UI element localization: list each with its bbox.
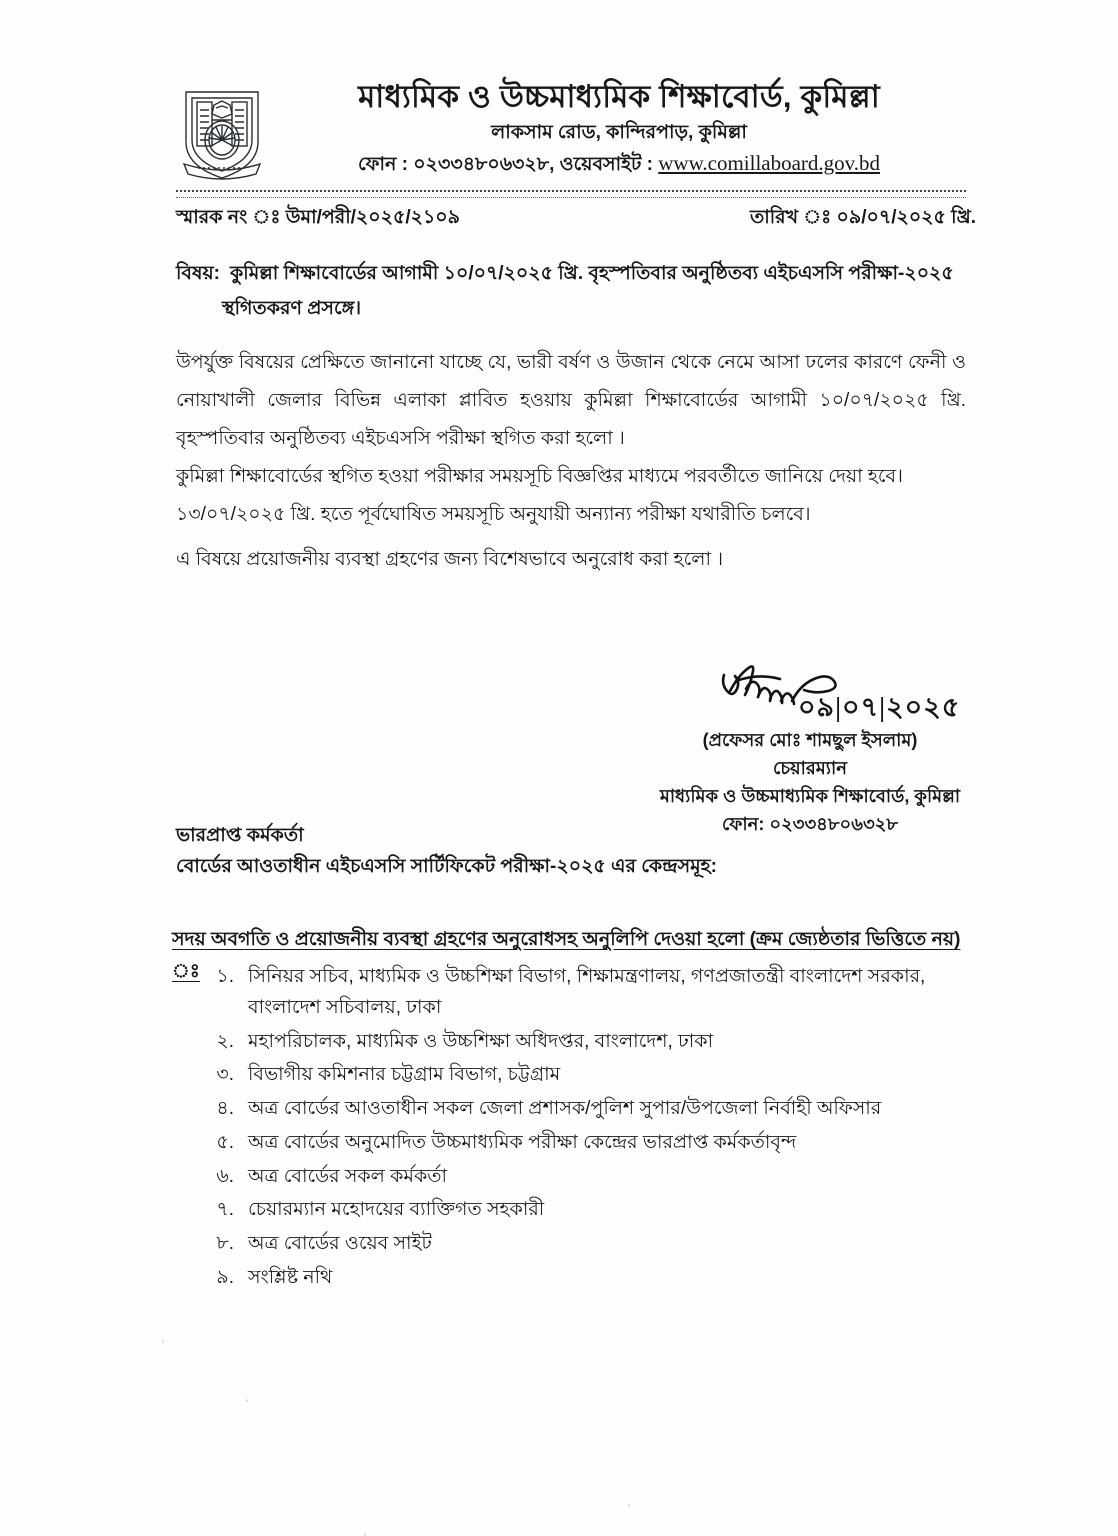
cc-item-number: ৬. — [216, 1165, 234, 1187]
memo-row — [176, 203, 976, 235]
list-item — [190, 1195, 980, 1226]
cc-list — [190, 962, 980, 1297]
cc-item-text: অত্র বোর্ডের সকল কর্মকর্তা — [248, 1165, 448, 1187]
cc-item-number: ২. — [216, 1030, 234, 1052]
cc-item-text: মহাপরিচালক, মাধ্যমিক ও উচ্চশিক্ষা অধিদপ্তর, বাংলাদেশ, ঢাকা — [248, 1030, 714, 1052]
website-link[interactable]: www.comillaboard.gov.bd — [658, 150, 881, 175]
subject-line-1: কুমিল্লা শিক্ষাবোর্ডের আগামী ১০/০৭/২০২৫ খ্রি. বৃহস্পতিবার অনুষ্ঠিতব্য এইচএসসি পরীক্ষা-২০২৫ — [230, 263, 954, 284]
signatory-phone: ফোন: ০২৩৩৪৮০৬৩২৮ — [721, 813, 899, 834]
list-item — [190, 1229, 980, 1260]
header-divider — [176, 190, 966, 198]
recipient-line-1: ভারপ্রাপ্ত কর্মকর্তা — [176, 825, 304, 846]
cc-item-text: সংশ্লিষ্ট নথি — [248, 1266, 333, 1288]
cc-heading: সদয় অবগতি ও প্রয়োজনীয় ব্যবস্থা গ্রহণের অনুরোধসহ অনুলিপি দেওয়া হলো (ক্রম জ্যেষ্ঠতার ভিত্তিতে নয়) ঃ — [172, 929, 961, 982]
signatory-designation: চেয়ারম্যান — [773, 757, 847, 778]
scan-speck — [246, 1399, 248, 1402]
cc-item-number: ৫. — [216, 1131, 234, 1153]
list-item — [190, 1162, 980, 1193]
recipient-block — [176, 820, 966, 883]
signature-area — [630, 665, 990, 727]
memo-number: স্মারক নং ঃ উমা/পরী/২০২৫/২১০৯ — [176, 207, 460, 228]
list-item — [190, 962, 980, 1024]
cc-item-number: ৪. — [216, 1098, 234, 1120]
cc-item-text: অত্র বোর্ডের অনুমোদিত উচ্চমাধ্যমিক পরীক্ষা কেন্দ্রের ভারপ্রাপ্ত কর্মকর্তাবৃন্দ — [248, 1131, 797, 1153]
body-text — [176, 344, 966, 534]
cc-item-number: ৩. — [216, 1064, 234, 1086]
organization-name: মাধ্যমিক ও উচ্চমাধ্যমিক শিক্ষাবোর্ড, কুমিল্লা — [358, 79, 880, 114]
cc-item-number: ৮. — [216, 1233, 234, 1255]
memo-date: তারিখ ঃ ০৯/০৭/২০২৫ খ্রি. — [749, 207, 976, 228]
body-paragraph-3: ১৩/০৭/২০২৫ খ্রি. হতে পূর্বঘোষিত সময়সূচি অনুযায়ী অন্যান্য পরীক্ষা যথারীতি চলবে। — [176, 504, 811, 525]
cc-item-text: অত্র বোর্ডের ওয়েব সাইট — [248, 1233, 432, 1255]
list-item — [190, 1263, 980, 1294]
scan-speck — [162, 1340, 164, 1343]
handwritten-date: ০৯|০৭|২০২৫ — [798, 692, 961, 722]
phone-website-prefix: ফোন : ০২৩৩৪৮০৬৩২৮, ওয়েবসাইট : — [357, 153, 659, 175]
cc-item-text: অত্র বোর্ডের আওতাধীন সকল জেলা প্রশাসক/পুলিশ সুপার/উপজেলা নির্বাহী অফিসার — [248, 1098, 882, 1120]
signatory-office: মাধ্যমিক ও উচ্চমাধ্যমিক শিক্ষাবোর্ড, কুমিল্লা — [659, 785, 961, 806]
organization-address: লাকসাম রোড, কান্দিরপাড়, কুমিল্লা — [491, 121, 747, 143]
signatory-name: (প্রফেসর মোঃ শামছুল ইসলাম) — [702, 730, 918, 750]
body-paragraph-1: উপর্যুক্ত বিষয়ের প্রেক্ষিতে জানানো যাচ্ছে যে, ভারী বর্ষণ ও উজান থেকে নেমে আসা ঢলের কারণে ফেনী ও নোয়াখালী জেলার বিভিন্ন এলাকা প্লাবিত হওয়ায় কুমিল্লা শিক্ষাবোর্ডের আগামী ১০/০৭/২০২৫ খ্রি. বৃহস্পতিবার অনুষ্ঠিতব্য এইচএসসি পরীক্ষা স্থগিত করা হলো । — [176, 352, 966, 449]
cc-item-number: ১. — [216, 966, 234, 987]
list-item — [190, 1060, 980, 1091]
list-item — [190, 1094, 980, 1125]
board-crest-icon — [176, 80, 268, 190]
organization-contact — [272, 150, 966, 177]
letterhead — [176, 78, 966, 190]
list-item — [190, 1128, 980, 1159]
cc-item-number: ৯. — [216, 1266, 234, 1288]
recipient-line-2: বোর্ডের আওতাধীন এইচএসসি সার্টিফিকেট পরীক্ষা-২০২৫ এর কেন্দ্রসমূহ: — [176, 856, 717, 878]
closing-request: এ বিষয়ে প্রয়োজনীয় ব্যবস্থা গ্রহণের জন্য বিশেষভাবে অনুরোধ করা হলো । — [176, 549, 724, 570]
signature-block — [630, 665, 990, 839]
subject-label: বিষয়: — [176, 263, 221, 284]
list-item — [190, 1027, 980, 1058]
cc-item-number: ৭. — [216, 1199, 234, 1221]
subject-line-2: স্থগিতকরণ প্রসঙ্গে। — [222, 298, 361, 320]
scan-speck — [628, 1504, 630, 1507]
subject-block — [176, 256, 966, 326]
cc-item-text: চেয়ারম্যান মহোদয়ের ব্যাক্তিগত সহকারী — [248, 1199, 545, 1221]
cc-item-text: সিনিয়র সচিব, মাধ্যমিক ও উচ্চশিক্ষা বিভাগ, শিক্ষামন্ত্রণালয়, গণপ্রজাতন্ত্রী বাংলাদেশ সরকার, বাংলাদেশ সচিবালয়, ঢাকা — [248, 966, 926, 1018]
body-paragraph-2: কুমিল্লা শিক্ষাবোর্ডের স্থগিত হওয়া পরীক্ষার সময়সূচি বিজ্ঞপ্তির মাধ্যমে পরবর্তীতে জানিয়ে দেয়া হবে। — [176, 466, 903, 487]
cc-item-text: বিভাগীয় কমিশনার চট্টগ্রাম বিভাগ, চট্টগ্রাম — [248, 1064, 561, 1086]
